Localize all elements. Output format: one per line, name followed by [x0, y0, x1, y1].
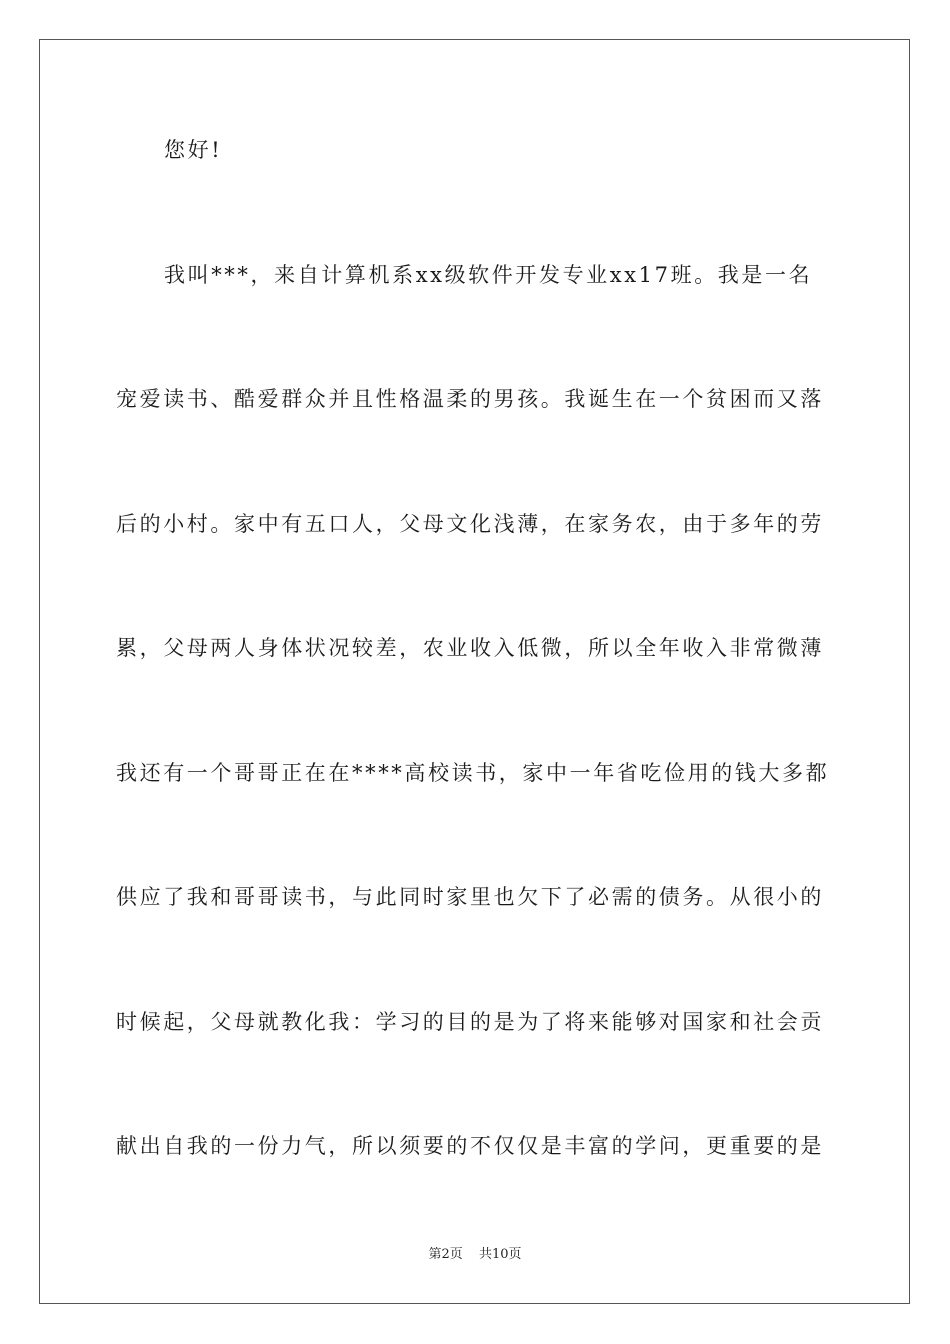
page-footer — [0, 1246, 950, 1264]
paragraph-line-2: 宠爱读书、酷爱群众并且性格温柔的男孩。我诞生在一个贫困而又落 — [116, 387, 824, 411]
paragraph-line-3: 后的小村。家中有五口人，父母文化浅薄，在家务农，由于多年的劳 — [116, 512, 824, 536]
page-frame — [39, 39, 910, 1304]
paragraph-line-6: 供应了我和哥哥读书，与此同时家里也欠下了必需的债务。从很小的 — [116, 885, 824, 909]
greeting-line: 您好! — [164, 138, 223, 162]
paragraph-line-7: 时候起，父母就教化我：学习的目的是为了将来能够对国家和社会贡 — [116, 1010, 824, 1034]
paragraph-line-4: 累，父母两人身体状况较差，农业收入低微，所以全年收入非常微薄 — [116, 636, 824, 660]
paragraph-line-5: 我还有一个哥哥正在在****高校读书，家中一年省吃俭用的钱大多都 — [116, 761, 830, 785]
paragraph-line-1: 我叫***，来自计算机系xx级软件开发专业xx17班。我是一名 — [164, 263, 813, 287]
paragraph-line-8: 献出自我的一份力气，所以须要的不仅仅是丰富的学问，更重要的是 — [116, 1134, 824, 1158]
page-number: 第2页 — [428, 1247, 463, 1262]
page-total: 共10页 — [478, 1247, 522, 1262]
